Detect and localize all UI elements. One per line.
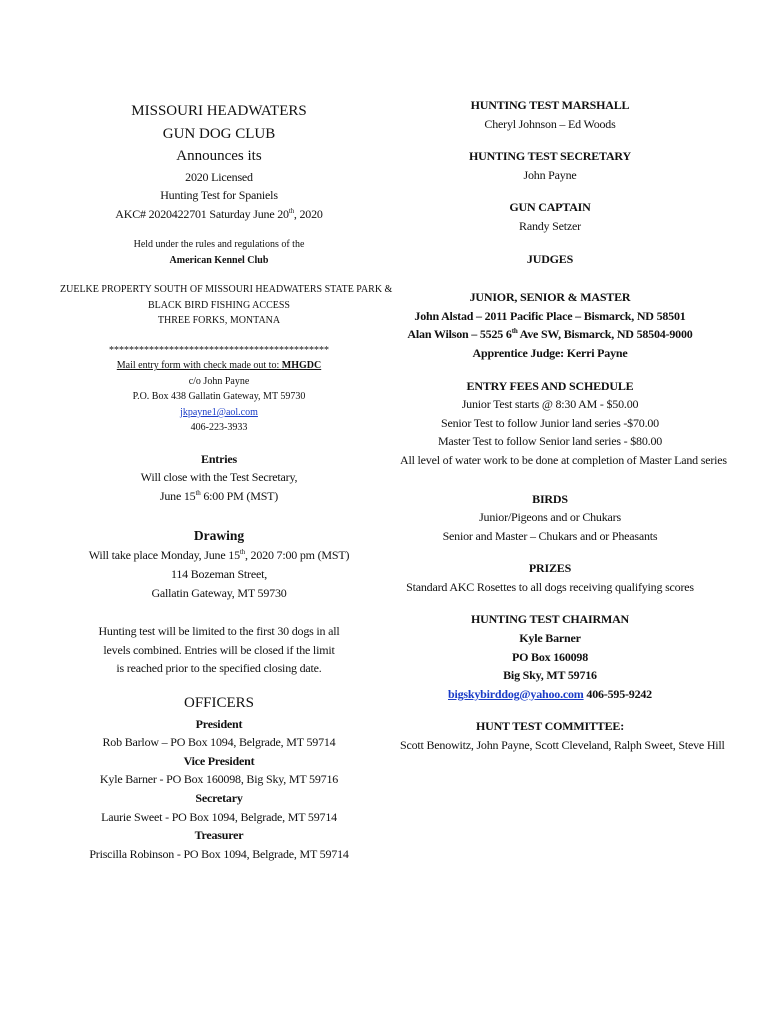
judges-heading: JUDGES [526, 251, 574, 266]
mail-entry-line: Mail entry form with check made out to: MHGDC [116, 360, 322, 372]
officer-detail-president: Rob Barlow – PO Box 1094, Belgrade, MT 59714 [102, 735, 336, 750]
mail-care-of: c/o John Payne [188, 375, 250, 387]
limit-line-1: Hunting test will be limited to the first 30 dogs in all [98, 624, 340, 639]
club-title-line-2: GUN DOG CLUB [162, 125, 276, 142]
birds-heading: BIRDS [532, 491, 568, 506]
officer-title-vice-president: Vice President [183, 753, 255, 768]
rules-line-2: American Kennel Club [169, 254, 269, 266]
fee-master: Master Test to follow Senior land series - $80.00 [437, 434, 663, 449]
birds-line-2: Senior and Master – Chukars and or Pheasants [442, 528, 658, 543]
announces-text: Announces its [176, 148, 262, 164]
committee-names: Scott Benowitz, John Payne, Scott Cleveland, Ralph Sweet, Steve Hill [400, 738, 725, 753]
club-title-line-1: MISSOURI HEADWATERS [131, 103, 307, 119]
prizes-heading: PRIZES [528, 561, 572, 576]
chairman-heading: HUNTING TEST CHAIRMAN [470, 612, 630, 627]
judges-levels: JUNIOR, SENIOR & MASTER [469, 290, 631, 305]
secretary-name: John Payne [523, 167, 577, 182]
entries-line-2: June 15th 6:00 PM (MST) [159, 488, 279, 503]
location-line-3: THREE FORKS, MONTANA [157, 315, 281, 327]
officer-title-president: President [195, 716, 243, 731]
officers-heading: OFFICERS [183, 695, 255, 712]
judge-2: Alan Wilson – 5525 6th Ave SW, Bismarck, ND 58504-9000 [407, 327, 693, 342]
drawing-line-3: Gallatin Gateway, MT 59730 [151, 585, 287, 600]
fee-senior: Senior Test to follow Junior land series -$70.00 [441, 415, 659, 430]
entries-line-1: Will close with the Test Secretary, [140, 470, 298, 485]
right-column [400, 96, 727, 755]
gun-captain-heading: GUN CAPTAIN [509, 200, 591, 215]
judge-1: John Alstad – 2011 Pacific Place – Bismarck, ND 58501 [414, 308, 686, 323]
marshall-names: Cheryl Johnson – Ed Woods [484, 116, 616, 131]
officer-detail-vice-president: Kyle Barner - PO Box 160098, Big Sky, MT 59716 [99, 772, 339, 787]
licensed-text: 2020 Licensed [185, 169, 253, 184]
birds-line-1: Junior/Pigeons and or Chukars [479, 510, 621, 525]
drawing-heading: Drawing [193, 527, 245, 543]
fee-water-work: All level of water work to be done at completion of Master Land series [400, 452, 727, 467]
mail-phone: 406-223-3933 [190, 422, 248, 434]
fee-junior: Junior Test starts @ 8:30 AM - $50.00 [461, 397, 639, 412]
star-divider: ******************************************** [109, 344, 329, 356]
location-line-1: ZUELKE PROPERTY SOUTH OF MISSOURI HEADWATERS STATE PARK & [60, 284, 393, 296]
committee-heading: HUNT TEST COMMITTEE: [475, 719, 625, 734]
mail-email-link[interactable]: jkpayne1@aol.com [180, 406, 258, 418]
entries-heading: Entries [201, 451, 237, 466]
officer-detail-treasurer: Priscilla Robinson - PO Box 1094, Belgrade, MT 59714 [89, 846, 349, 861]
gun-captain-name: Randy Setzer [519, 218, 581, 233]
location-line-2: BLACK BIRD FISHING ACCESS [148, 299, 290, 311]
secretary-heading: HUNTING TEST SECRETARY [469, 149, 631, 164]
drawing-line-2: 114 Bozeman Street, [170, 567, 268, 582]
apprentice-judge: Apprentice Judge: Kerri Payne [472, 345, 628, 360]
chairman-contact: bigskybirddog@yahoo.com 406-595-9242 [448, 686, 652, 701]
officer-detail-secretary: Laurie Sweet - PO Box 1094, Belgrade, MT 59714 [101, 809, 337, 824]
akc-number-line: AKC# 2020422701 Saturday June 20th, 2020 [115, 206, 323, 221]
chairman-city: Big Sky, MT 59716 [503, 668, 597, 683]
chairman-email-link[interactable]: bigskybirddog@yahoo.com [448, 686, 584, 701]
limit-line-3: is reached prior to the specified closing date. [116, 661, 322, 676]
fees-heading: ENTRY FEES AND SCHEDULE [466, 378, 634, 393]
drawing-line-1: Will take place Monday, June 15th, 2020 7:00 pm (MST) [88, 548, 350, 563]
left-column [60, 100, 393, 863]
chairman-po-box: PO Box 160098 [511, 649, 589, 664]
officer-title-secretary: Secretary [195, 790, 243, 805]
chairman-name: Kyle Barner [519, 631, 581, 646]
marshall-heading: HUNTING TEST MARSHALL [470, 98, 630, 112]
limit-line-2: levels combined. Entries will be closed if the limit [103, 642, 335, 657]
mail-po-box: P.O. Box 438 Gallatin Gateway, MT 59730 [132, 391, 306, 403]
rules-line-1: Held under the rules and regulations of the [133, 239, 305, 251]
officer-title-treasurer: Treasurer [194, 828, 244, 843]
prizes-text: Standard AKC Rosettes to all dogs receiving qualifying scores [406, 579, 694, 594]
test-type-text: Hunting Test for Spaniels [160, 188, 278, 203]
